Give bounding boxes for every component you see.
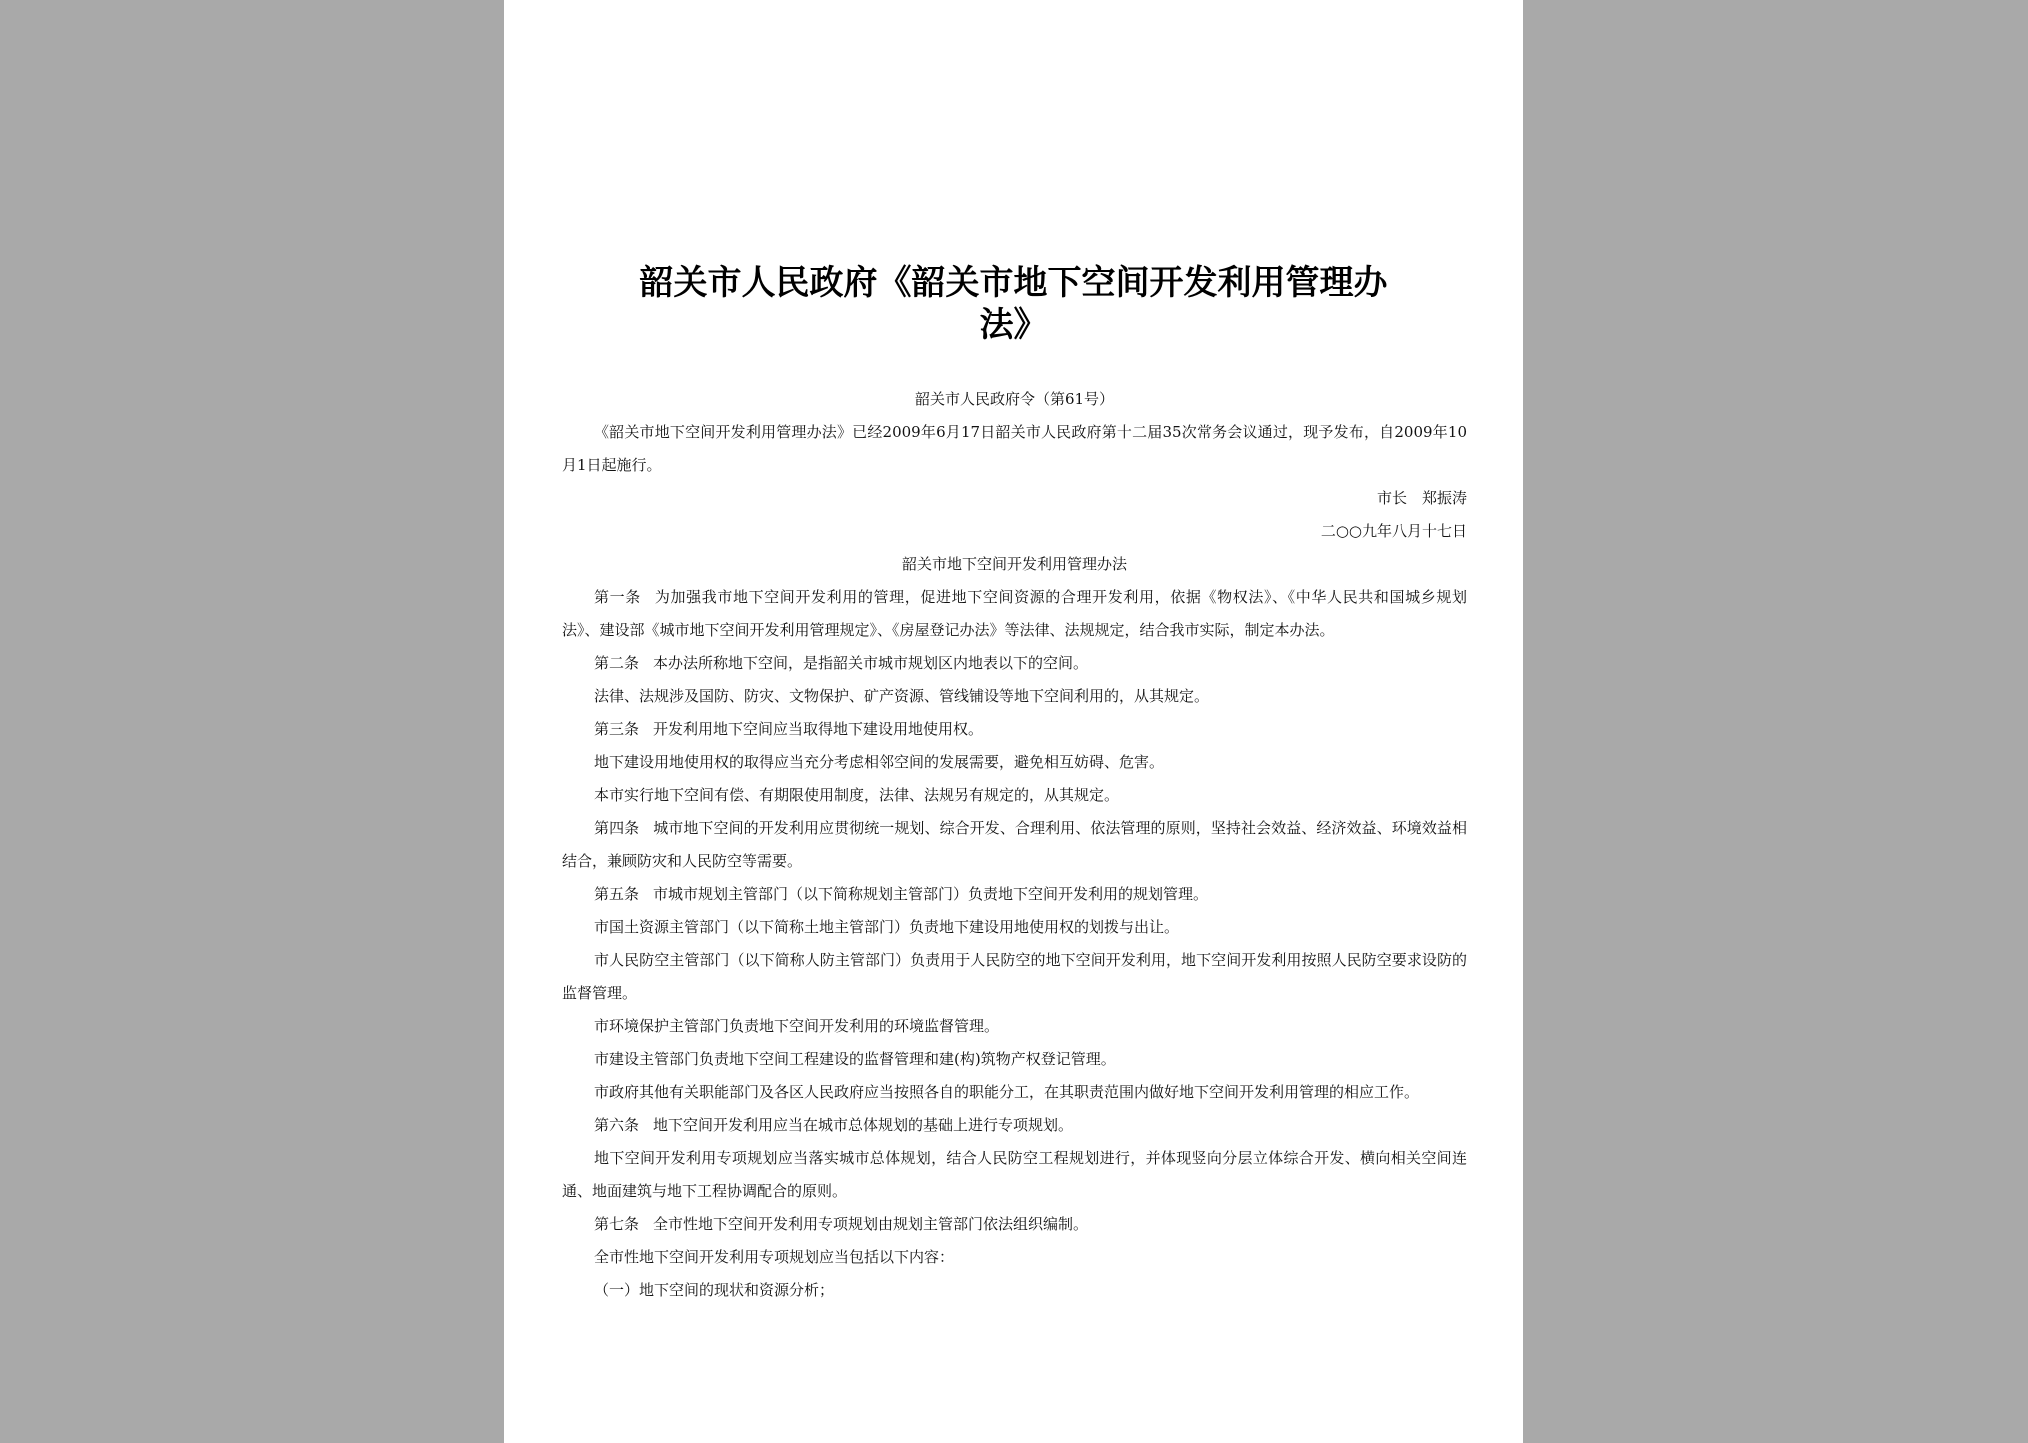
article-paragraph [562,1142,1467,1208]
article-paragraph [562,1043,1467,1076]
document-body [562,383,1467,1307]
article-paragraph [562,878,1467,911]
article-paragraph [562,1208,1467,1241]
article-paragraph [562,746,1467,779]
article-text: 本市实行地下空间有偿、有期限使用制度，法律、法规另有规定的，从其规定。 [594,786,1120,804]
title-line-1: 韶关市人民政府《韶关市地下空间开发利用管理办 [639,263,1388,303]
document-page [504,0,1523,1443]
article-text: 地下建设用地使用权的取得应当充分考虑相邻空间的发展需要，避免相互妨碍、危害。 [594,753,1165,771]
article-number: 第一条 [594,588,641,606]
article-text: 为加强我市地下空间开发利用的管理，促进地下空间资源的合理开发利用，依据《物权法》、《中华人民共和国城乡规划法》、建设部《城市地下空间开发利用管理规定》、《房屋登记办法》等法律、法规规定，结合我市实际，制定本办法。 [562,588,1467,639]
article-paragraph [562,1010,1467,1043]
article-text: 市建设主管部门负责地下空间工程建设的监督管理和建(构)筑物产权登记管理。 [594,1050,1116,1068]
article-paragraph [562,1274,1467,1307]
article-list [562,581,1467,1307]
article-text: 市政府其他有关职能部门及各区人民政府应当按照各自的职能分工，在其职责范围内做好地下空间开发利用管理的相应工作。 [594,1083,1420,1101]
measures-title: 韶关市地下空间开发利用管理办法 [901,555,1127,573]
article-text: 地下空间开发利用应当在城市总体规划的基础上进行专项规划。 [653,1116,1074,1134]
article-paragraph [562,944,1467,1010]
article-text: 市城市规划主管部门（以下简称规划主管部门）负责地下空间开发利用的规划管理。 [653,885,1209,903]
article-text: 市人民防空主管部门（以下简称人防主管部门）负责用于人民防空的地下空间开发利用，地下空间开发利用按照人民防空要求设防的监督管理。 [562,951,1467,1002]
article-paragraph [562,581,1467,647]
article-paragraph [562,1076,1467,1109]
article-text: 全市性地下空间开发利用专项规划应当包括以下内容： [594,1248,955,1266]
article-text: 地下空间开发利用专项规划应当落实城市总体规划，结合人民防空工程规划进行，并体现竖向分层立体综合开发、横向相关空间连通、地面建筑与地下工程协调配合的原则。 [562,1149,1467,1200]
article-number: 第六条 [594,1116,640,1134]
article-number: 第七条 [594,1215,640,1233]
article-text: 城市地下空间的开发利用应贯彻统一规划、综合开发、合理利用、依法管理的原则，坚持社会效益、经济效益、环境效益相结合，兼顾防灾和人民防空等需要。 [562,819,1467,870]
document-title [564,262,1463,346]
article-number: 第四条 [594,819,640,837]
article-text: 市环境保护主管部门负责地下空间开发利用的环境监督管理。 [594,1017,1000,1035]
issue-date: 二○○九年八月十七日 [1320,522,1467,540]
article-text: 开发利用地下空间应当取得地下建设用地使用权。 [653,720,984,738]
article-text: 法律、法规涉及国防、防灾、文物保护、矿产资源、管线铺设等地下空间利用的，从其规定。 [594,687,1210,705]
article-paragraph [562,812,1467,878]
decree-number: 韶关市人民政府令（第61号） [914,390,1115,408]
article-number: 第三条 [594,720,640,738]
article-paragraph [562,779,1467,812]
article-text: 全市性地下空间开发利用专项规划由规划主管部门依法组织编制。 [653,1215,1089,1233]
article-paragraph [562,1241,1467,1274]
article-paragraph [562,1109,1467,1142]
preamble: 《韶关市地下空间开发利用管理办法》已经2009年6月17日韶关市人民政府第十二届35次常务会议通过，现予发布，自2009年10月1日起施行。 [562,423,1467,474]
article-number: 第五条 [594,885,640,903]
article-text: 本办法所称地下空间，是指韶关市城市规划区内地表以下的空间。 [653,654,1089,672]
article-paragraph [562,911,1467,944]
article-number: 第二条 [594,654,640,672]
article-paragraph [562,680,1467,713]
signature: 市长 郑振涛 [1376,489,1467,507]
article-text: （一）地下空间的现状和资源分析； [594,1281,835,1299]
article-text: 市国土资源主管部门（以下简称土地主管部门）负责地下建设用地使用权的划拨与出让。 [594,918,1180,936]
article-paragraph [562,647,1467,680]
title-line-2: 法》 [979,305,1048,345]
article-paragraph [562,713,1467,746]
